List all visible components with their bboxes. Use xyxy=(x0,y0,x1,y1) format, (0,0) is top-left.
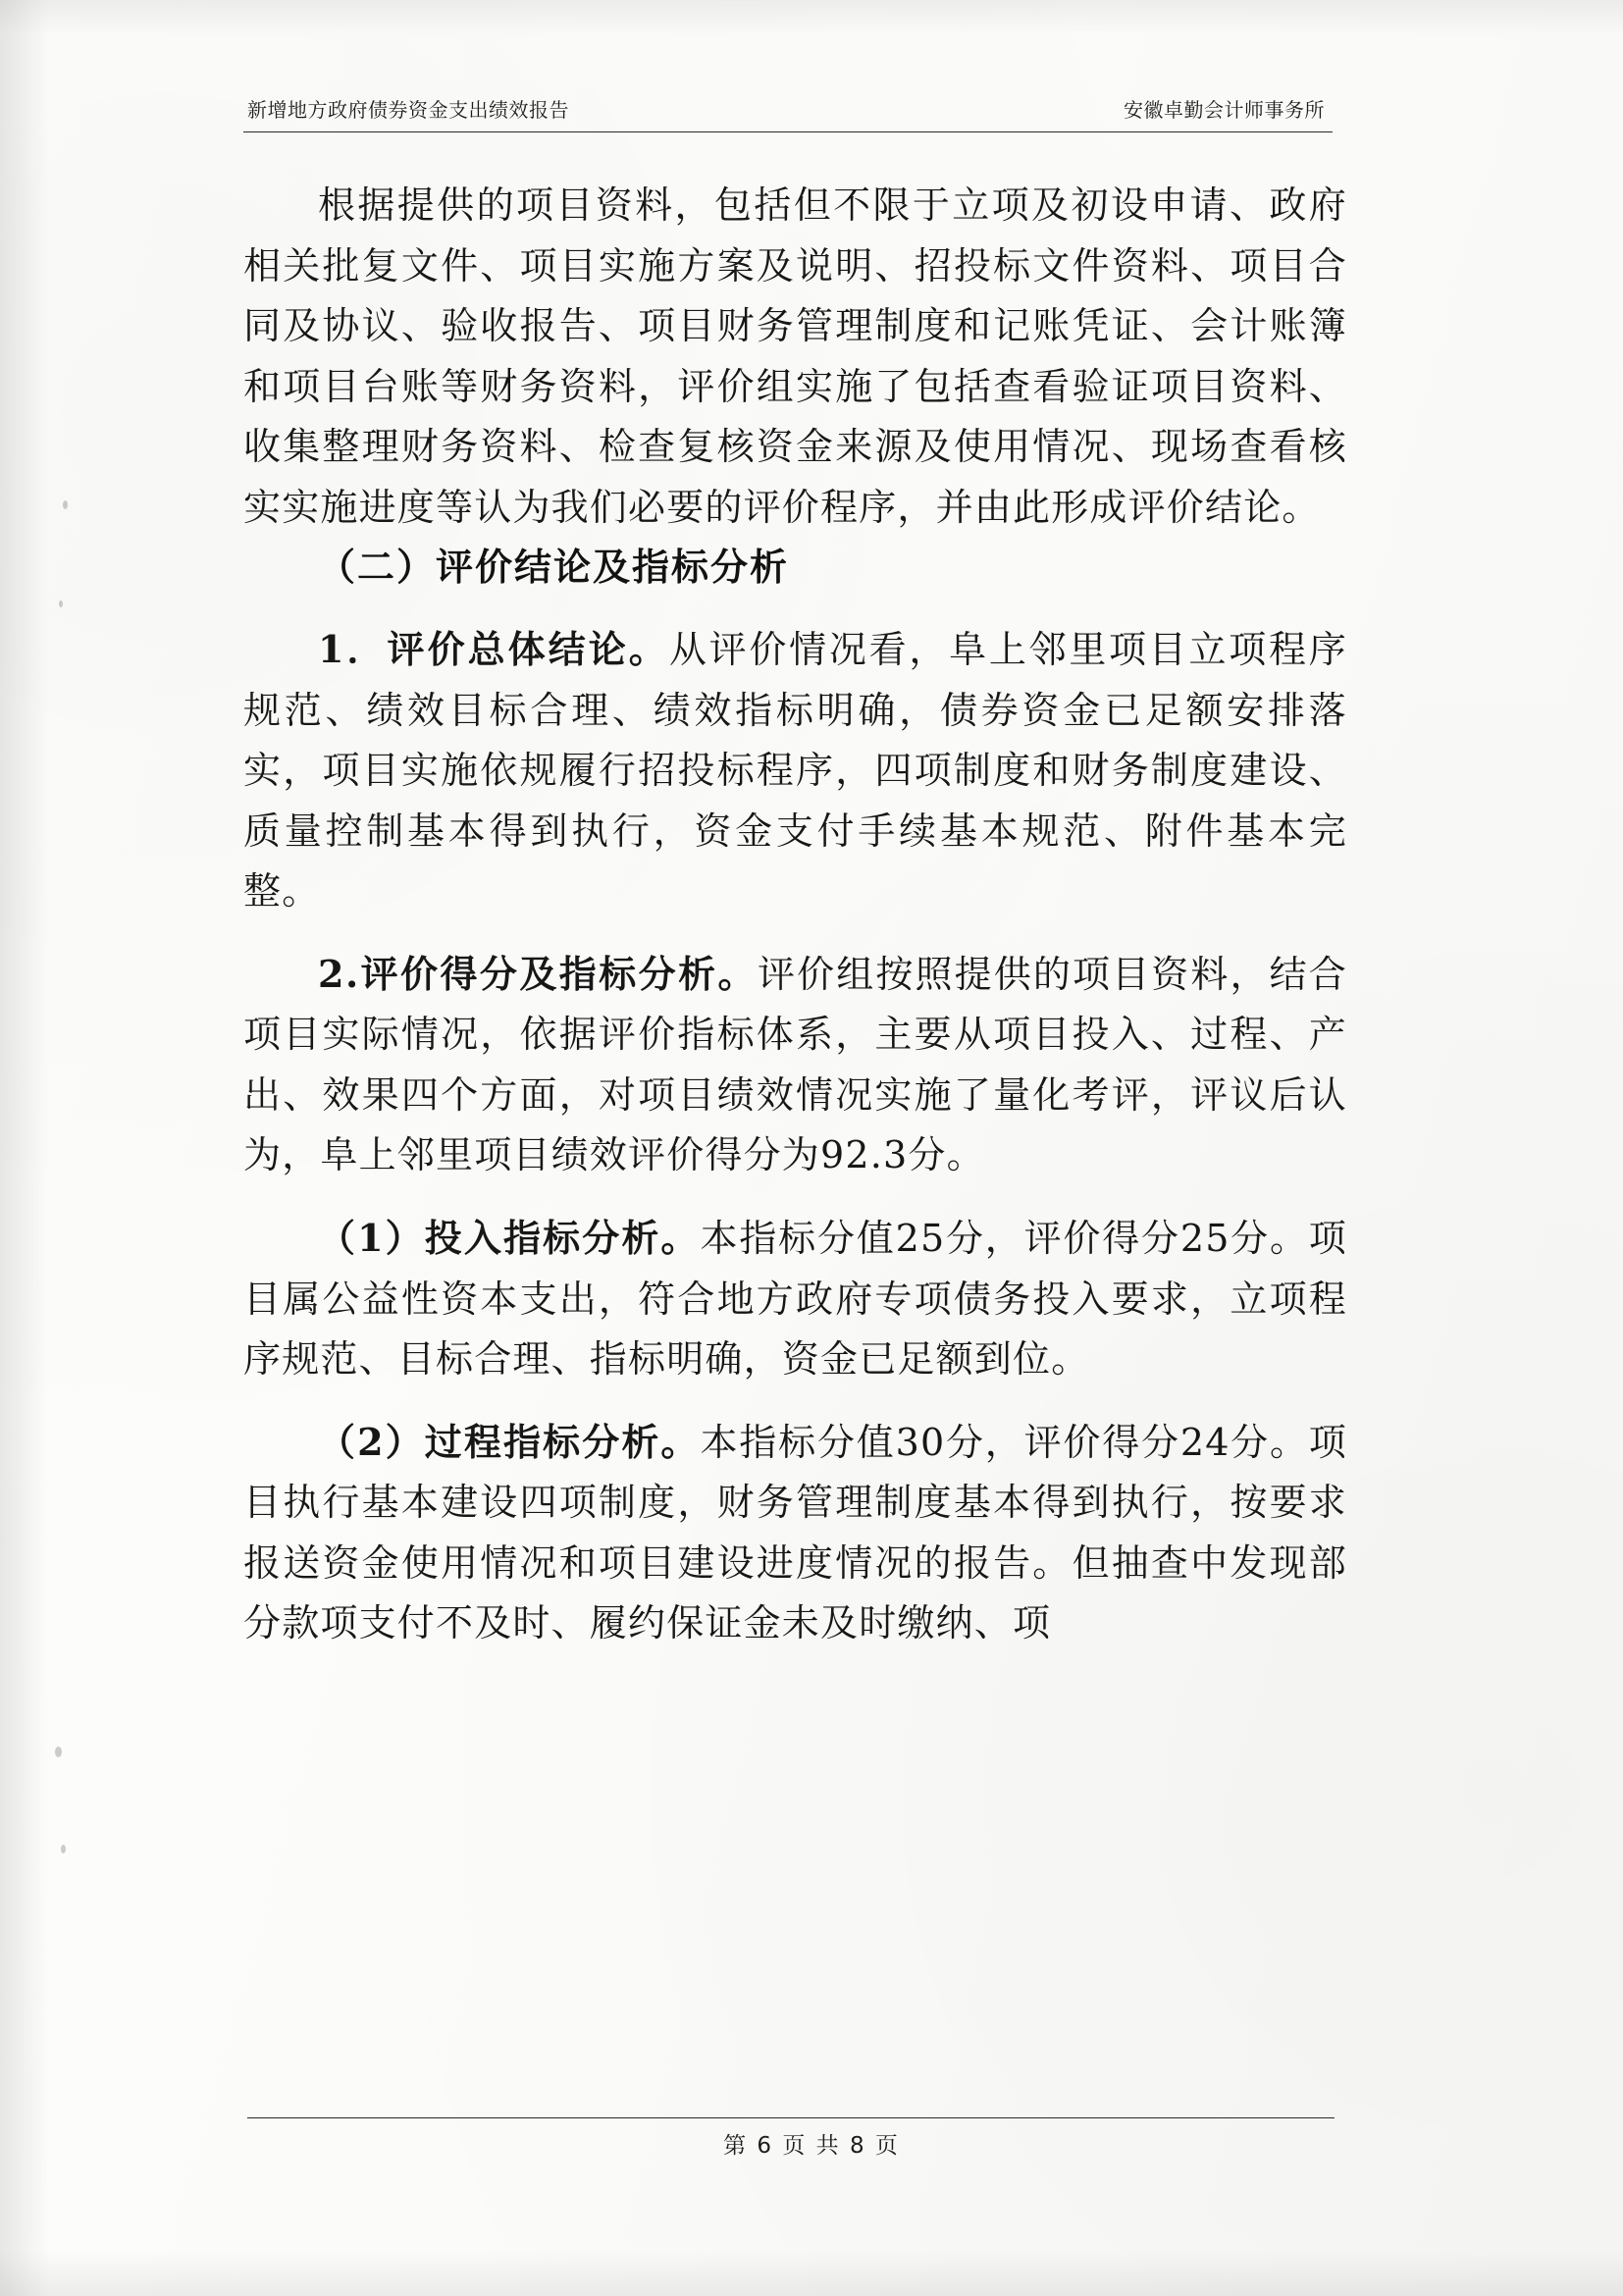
paragraph-process-indicator-analysis xyxy=(243,1412,1347,1654)
paragraph-input-indicator-analysis xyxy=(243,1208,1347,1390)
page-footer: 第 6 页 共 8 页 xyxy=(723,2133,900,2159)
page-content xyxy=(243,94,1347,1654)
footer-divider xyxy=(247,2117,1335,2118)
paragraph-input-indicator-text: 本指标分值25分，评价得分25分。项目属公益性资本支出，符合地方政府专项债务投入要求，立项程序规范、目标合理、指标明确，资金已足额到位。 xyxy=(243,1217,1347,1382)
section-heading-conclusion-and-indicators: （二）评价结论及指标分析 xyxy=(318,545,790,590)
paragraph-overall-conclusion-text: 从评价情况看，阜上邻里项目立项程序规范、绩效目标合理、绩效指标明确，债券资金已足额安排落实，项目实施依规履行招投标程序，四项制度和财务制度建设、质量控制基本得到执行，资金支付手续基本规范、附件基本完整。 xyxy=(243,628,1347,913)
header-firm-name: 安徽卓勤会计师事务所 xyxy=(1124,98,1325,122)
paragraph-overall-conclusion xyxy=(243,619,1347,922)
paragraph-evaluation-procedures: 根据提供的项目资料，包括但不限于立项及初设申请、政府相关批复文件、项目实施方案及说明、招投标文件资料、项目合同及协议、验收报告、项目财务管理制度和记账凭证、会计账簿和项目台账等财务资料，评价组实施了包括查看验证项目资料、收集整理财务资料、检查复核资金来源及使用情况、现场查看核实实施进度等认为我们必要的评价程序，并由此形成评价结论。 xyxy=(243,183,1347,529)
scan-speck xyxy=(61,1845,66,1853)
paragraph-score-label: 2.评价得分及指标分析。 xyxy=(318,951,758,996)
header-document-title: 新增地方政府债券资金支出绩效报告 xyxy=(247,98,569,122)
running-header xyxy=(243,94,1333,132)
paragraph-score-and-indicator-analysis xyxy=(243,944,1347,1186)
paragraph-overall-conclusion-label: 1．评价总体结论。 xyxy=(318,627,669,672)
paragraph-input-indicator-label: （1）投入指标分析。 xyxy=(318,1216,701,1260)
scan-speck xyxy=(59,600,63,607)
paragraph-process-indicator-text: 本指标分值30分，评价得分24分。项目执行基本建设四项制度，财务管理制度基本得到执行，按要求报送资金使用情况和项目建设进度情况的报告。但抽查中发现部分款项支付不及时、履约保证金未及时缴纳、项 xyxy=(243,1420,1347,1645)
paragraph-process-indicator-label: （2）过程指标分析。 xyxy=(318,1419,701,1464)
paragraph-score-text: 评价组按照提供的项目资料，结合项目实际情况，依据评价指标体系，主要从项目投入、过程、产出、效果四个方面，对项目绩效情况实施了量化考评，评议后认为，阜上邻里项目绩效评价得分为92.3分。 xyxy=(243,952,1347,1177)
scan-shadow-top xyxy=(0,0,1623,39)
scan-speck xyxy=(63,500,68,509)
scan-shadow-left xyxy=(0,0,57,2296)
scan-shadow-bottom xyxy=(0,2245,1623,2296)
scan-speck xyxy=(55,1747,62,1757)
